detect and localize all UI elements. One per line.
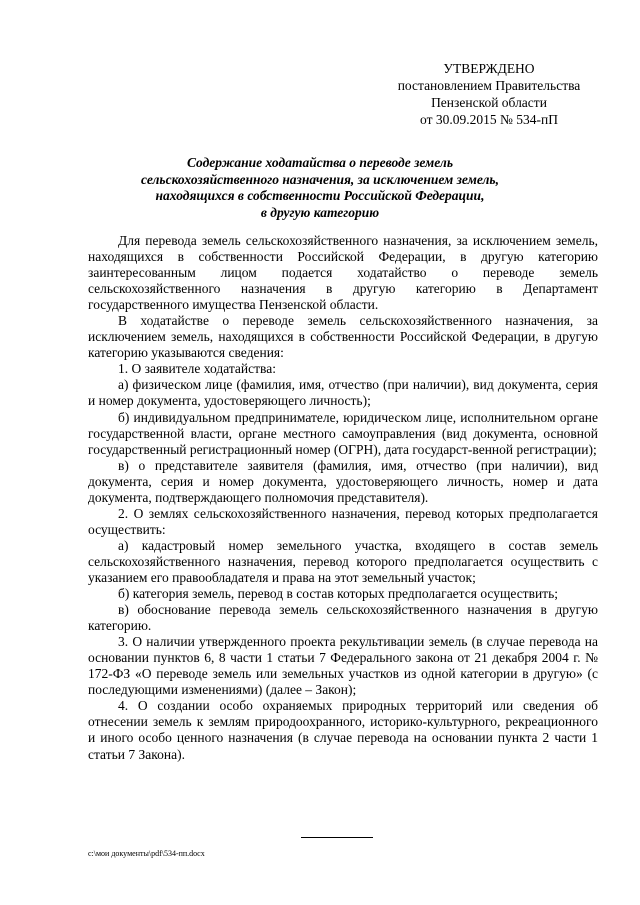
paragraph: а) кадастровый номер земельного участка, входящего в состав земель сельскохозяйственного назначения, перевод которого предполагается осуществить с указанием его правообладателя и права на этот земельный участок; (88, 537, 598, 585)
approval-line: Пензенской области (431, 95, 547, 110)
paragraph: 3. О наличии утвержденного проекта рекультивации земель (в случае перевода на основании пунктов 6, 8 части 1 статьи 7 Федерального закона от 21 декабря 2004 г. № 172-ФЗ «О переводе земель или земельных участков из одной категории в другую» (с последующими изменениями) (далее – Закон); (88, 634, 598, 698)
approval-line: от 30.09.2015 № 534-пП (420, 112, 558, 127)
paragraph: б) категория земель, перевод в состав которых предполагается осуществить; (118, 586, 558, 602)
document-title (90, 155, 550, 221)
paragraph: а) физическом лице (фамилия, имя, отчество (при наличии), вид документа, серия и номер документа, удостоверяющего личность); (88, 377, 598, 409)
title-line: находящихся в собственности Российской Федерации, (155, 188, 485, 203)
paragraph: Для перевода земель сельскохозяйственного назначения, за исключением земель, находящихся в собственности Российской Федерации, в другую категорию заинтересованным лицом подается ходатайство о переводе земель сельскохозяйственного назначения в другую категорию в Департамент государственного имущества Пензенской области. (88, 233, 598, 313)
paragraph: 2. О землях сельскохозяйственного назначения, перевод которых предполагается осуществить: (88, 505, 598, 537)
document-body (88, 233, 598, 763)
end-divider (301, 837, 373, 838)
approval-line: постановлением Правительства (397, 78, 581, 93)
file-path: c:\мои документы\pdf\534-пп.docx (88, 849, 205, 858)
paragraph: 1. О заявителе ходатайства: (118, 361, 276, 377)
title-line: сельскохозяйственного назначения, за исключением земель, (141, 171, 499, 187)
paragraph: В ходатайстве о переводе земель сельскохозяйственного назначения, за исключением земель, находящихся в собственности Российской Федерации, в другую категорию указываются сведения: (88, 313, 598, 361)
title-line: в другую категорию (260, 204, 380, 220)
paragraph: б) индивидуальном предпринимателе, юридическом лице, исполнительном органе государственной власти, органе местного самоуправления (вид документа, основной государственный регистрационный номер (ОГРН), дата государст-венной регистрации); (88, 409, 598, 457)
paragraph: в) обоснование перевода земель сельскохозяйственного назначения в другую категорию. (88, 602, 598, 634)
approval-stamp (378, 60, 600, 128)
paragraph: в) о представителе заявителя (фамилия, имя, отчество (при наличии), вид документа, серия и номер документа, удостоверяющего личность, номер и дата документа, подтверждающего полномочия представителя). (88, 457, 598, 505)
title-line: Содержание ходатайства о переводе земель (186, 155, 454, 170)
paragraph: 4. О создании особо охраняемых природных территорий или сведения об отнесении земель к землям природоохранного, историко-культурного, рекреационного и иного особо ценного назначения (в случае перевода на основании пункта 2 части 1 статьи 7 Закона). (88, 698, 598, 762)
approval-heading: УТВЕРЖДЕНО (443, 61, 535, 76)
